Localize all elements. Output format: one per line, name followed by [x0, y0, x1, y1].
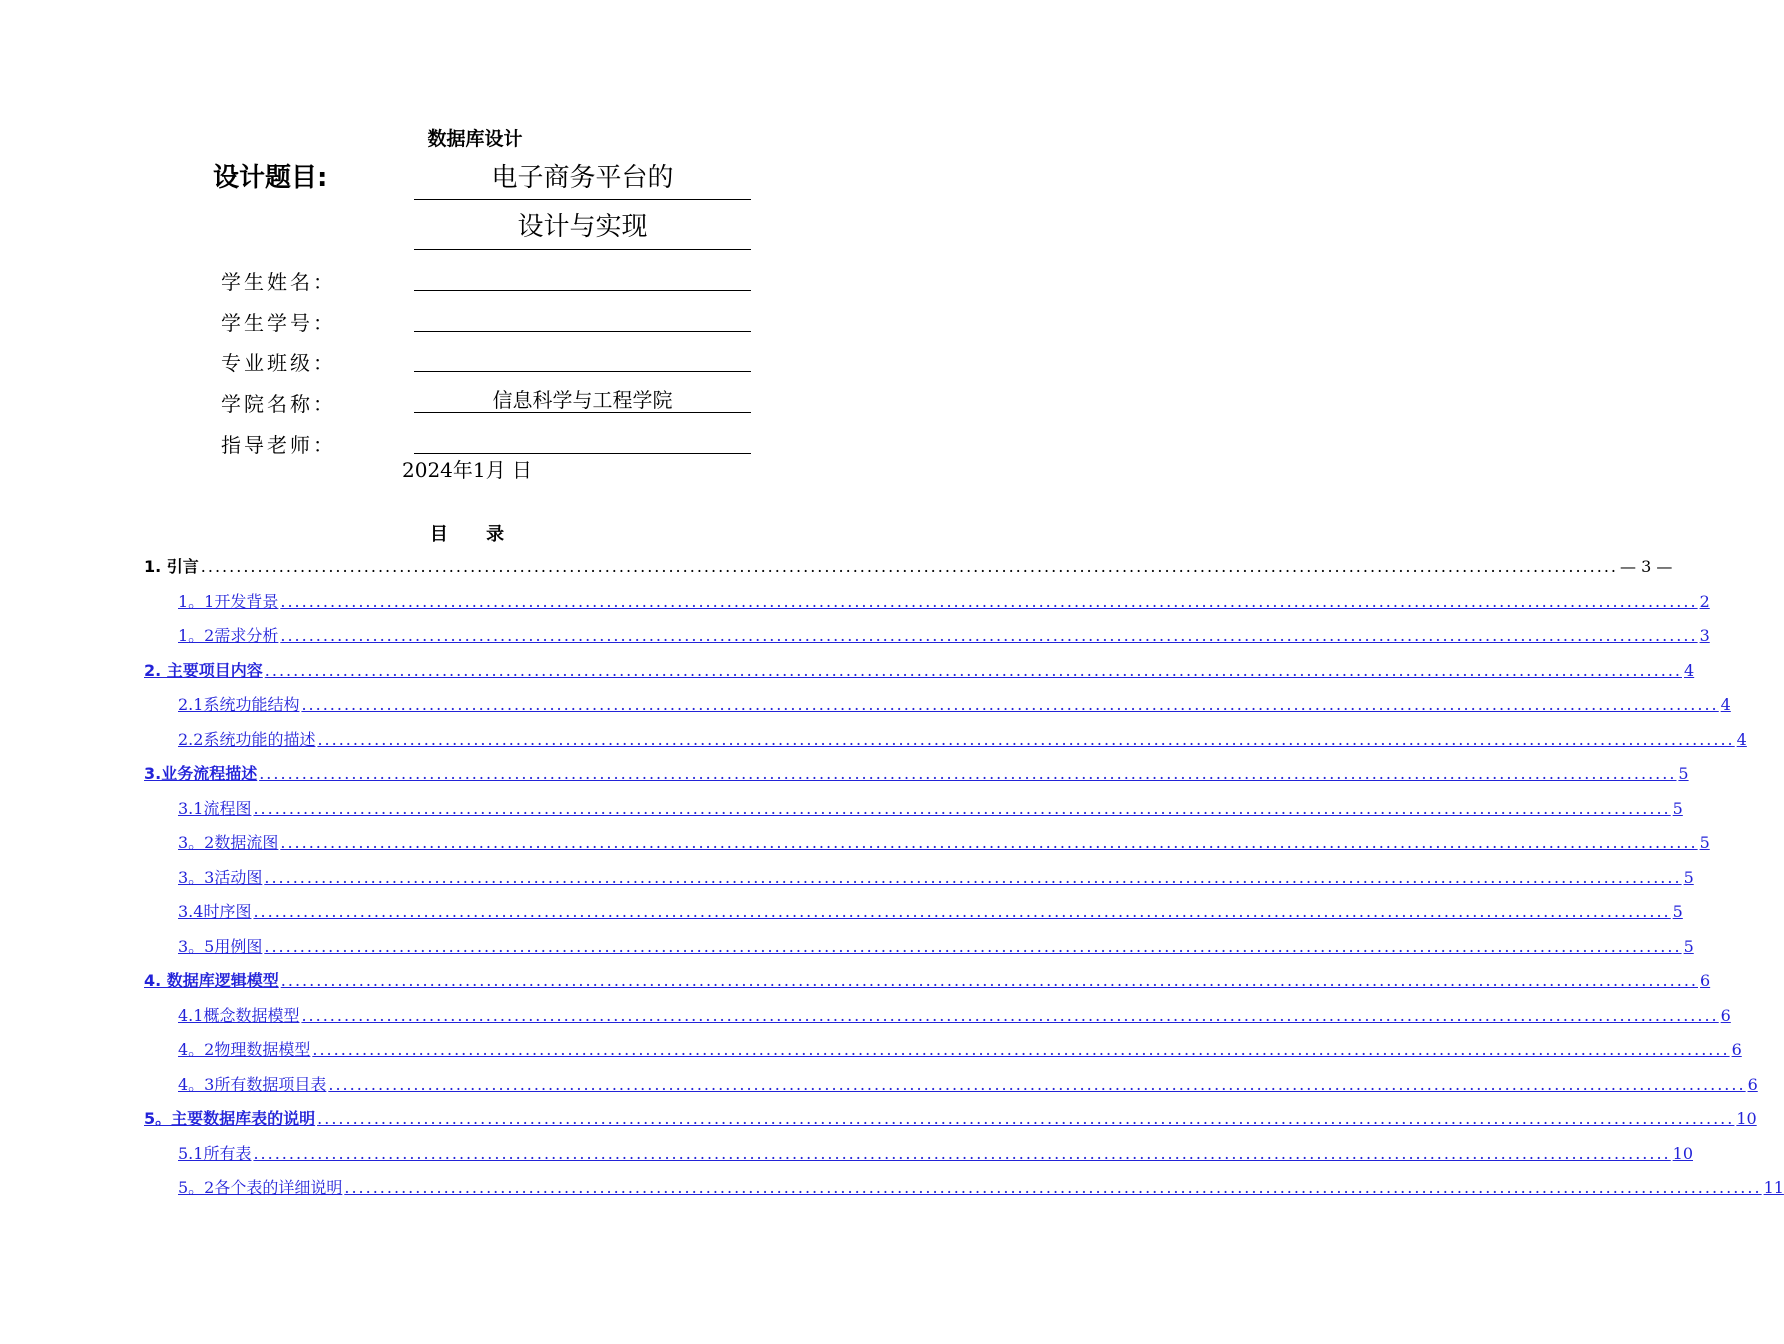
toc-entry-title: 3.4时序图 — [178, 902, 252, 921]
toc-entry-title: 3。2数据流图 — [178, 833, 279, 852]
advisor-label: 指导老师： — [221, 433, 336, 457]
major-class-label: 专业班级： — [221, 351, 336, 375]
toc-entry-page: 11 — [1763, 1178, 1784, 1197]
toc-entry-page: 10 — [1672, 1144, 1693, 1163]
toc-entry[interactable] — [144, 1107, 1757, 1131]
toc-entry-page: — 3 — — [1619, 557, 1673, 576]
toc-leader-dots: ........................................................................................................................................................................................................ — [328, 1075, 1746, 1094]
toc-leader-dots: ........................................................................................................................................................................................................ — [264, 868, 1682, 887]
toc-entry-title: 4.1概念数据模型 — [178, 1006, 300, 1025]
major-class-field — [414, 347, 751, 372]
college-label: 学院名称： — [221, 392, 336, 416]
toc-leader-dots: ........................................................................................................................................................................................................ — [200, 557, 1618, 576]
toc-entry-page: 4 — [1736, 730, 1747, 749]
toc-entry-page: 5 — [1683, 868, 1694, 887]
toc-entry-title: 3。5用例图 — [178, 937, 263, 956]
toc-entry-title: 3.业务流程描述 — [144, 764, 258, 783]
toc-leader-dots: ........................................................................................................................................................................................................ — [317, 1109, 1735, 1128]
toc-entry-page: 10 — [1736, 1109, 1757, 1128]
toc-entry[interactable] — [144, 969, 1711, 993]
toc-entry-title: 1. 引言 — [144, 557, 199, 576]
toc-entry[interactable] — [178, 624, 1710, 648]
toc-entry[interactable] — [178, 590, 1710, 614]
toc-entry[interactable] — [178, 831, 1710, 855]
design-title-label: 设计题目: — [213, 163, 328, 193]
toc-entry[interactable] — [144, 762, 1689, 786]
toc-entry-page: 6 — [1720, 1006, 1731, 1025]
toc-entry-title: 1。2需求分析 — [178, 626, 279, 645]
toc-entry[interactable] — [178, 693, 1731, 717]
toc-entry[interactable] — [178, 1038, 1742, 1062]
toc-entry-page: 6 — [1747, 1075, 1758, 1094]
toc-leader-dots: ........................................................................................................................................................................................................ — [317, 730, 1735, 749]
toc-entry[interactable] — [178, 866, 1694, 890]
college-field: 信息科学与工程学院 — [414, 388, 751, 413]
toc-entry-title: 4。2物理数据模型 — [178, 1040, 311, 1059]
toc-leader-dots: ........................................................................................................................................................................................................ — [280, 833, 1698, 852]
toc-entry-title: 2.2系统功能的描述 — [178, 730, 316, 749]
toc-entry-title: 4。3所有数据项目表 — [178, 1075, 327, 1094]
toc-leader-dots: ........................................................................................................................................................................................................ — [280, 592, 1698, 611]
toc-entry[interactable] — [178, 1176, 1784, 1200]
toc-leader-dots: ........................................................................................................................................................................................................ — [312, 1040, 1730, 1059]
student-id-label: 学生学号： — [221, 311, 336, 335]
toc-entry-title: 4. 数据库逻辑模型 — [144, 971, 279, 990]
toc-leader-dots: ........................................................................................................................................................................................................ — [253, 799, 1671, 818]
student-name-label: 学生姓名： — [221, 270, 336, 294]
toc-entry-title: 5。2各个表的详细说明 — [178, 1178, 343, 1197]
toc-entry-page: 5 — [1699, 833, 1710, 852]
toc-entry-title: 5。主要数据库表的说明 — [144, 1109, 316, 1128]
design-title-line-2: 设计与实现 — [414, 206, 751, 250]
toc-entry-title: 2. 主要项目内容 — [144, 661, 263, 680]
toc-leader-dots: ........................................................................................................................................................................................................ — [301, 1006, 1719, 1025]
toc-leader-dots: ........................................................................................................................................................................................................ — [344, 1178, 1762, 1197]
student-name-field — [414, 266, 751, 291]
toc-entry[interactable] — [178, 1073, 1758, 1097]
advisor-field — [414, 429, 751, 454]
toc-entry-page: 5 — [1672, 799, 1683, 818]
toc-leader-dots: ........................................................................................................................................................................................................ — [259, 764, 1677, 783]
toc-leader-dots: ........................................................................................................................................................................................................ — [253, 902, 1671, 921]
toc-entry-title: 3.1流程图 — [178, 799, 252, 818]
toc-entry-page: 5 — [1672, 902, 1683, 921]
toc-entry-page: 4 — [1720, 695, 1731, 714]
toc-entry-page: 6 — [1699, 971, 1711, 990]
toc-entry[interactable] — [178, 1142, 1693, 1166]
toc-leader-dots: ........................................................................................................................................................................................................ — [264, 661, 1682, 680]
toc-entry-page: 5 — [1683, 937, 1694, 956]
toc-entry[interactable] — [178, 797, 1683, 821]
toc-leader-dots: ........................................................................................................................................................................................................ — [253, 1144, 1671, 1163]
toc-entry-page: 3 — [1699, 626, 1710, 645]
toc-entry[interactable] — [178, 900, 1683, 924]
toc-entry-title: 1。1开发背景 — [178, 592, 279, 611]
toc-entry-title: 2.1系统功能结构 — [178, 695, 300, 714]
toc-entry-page: 6 — [1731, 1040, 1742, 1059]
toc-entry — [144, 555, 1673, 579]
toc-entry-page: 5 — [1678, 764, 1689, 783]
toc-leader-dots: ........................................................................................................................................................................................................ — [280, 626, 1698, 645]
toc-entry[interactable] — [178, 1004, 1731, 1028]
toc-entry[interactable] — [144, 659, 1695, 683]
toc-entry-title: 5.1所有表 — [178, 1144, 252, 1163]
design-title-line-1: 电子商务平台的 — [414, 157, 751, 200]
student-id-field — [414, 307, 751, 332]
toc-entry-page: 4 — [1683, 661, 1695, 680]
toc-leader-dots: ........................................................................................................................................................................................................ — [301, 695, 1719, 714]
toc-leader-dots: ........................................................................................................................................................................................................ — [280, 971, 1698, 990]
cover-date: 2024年1月 日 — [402, 458, 532, 482]
toc-entry[interactable] — [178, 935, 1694, 959]
toc-entry-page: 2 — [1699, 592, 1710, 611]
toc-leader-dots: ........................................................................................................................................................................................................ — [264, 937, 1682, 956]
toc-heading: 目 录 — [429, 524, 521, 545]
toc-entry[interactable] — [178, 728, 1747, 752]
course-title: 数据库设计 — [427, 128, 523, 150]
toc-entry-title: 3。3活动图 — [178, 868, 263, 887]
